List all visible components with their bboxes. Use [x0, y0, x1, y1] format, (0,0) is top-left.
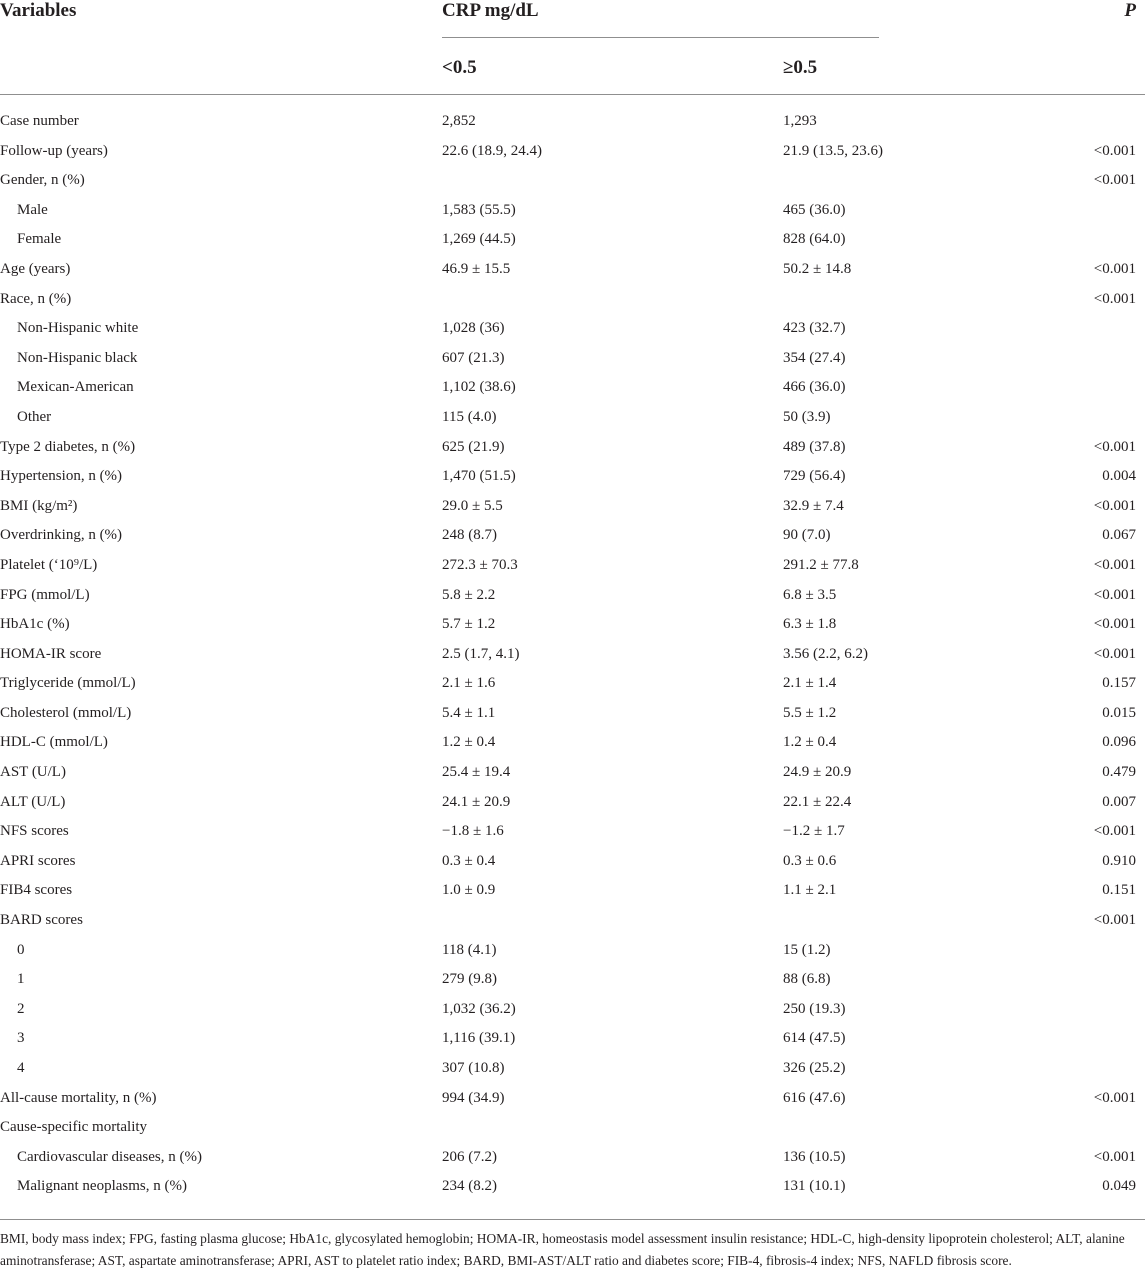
cell-crp-low: 607 (21.3): [442, 349, 505, 366]
row-label: Cardiovascular diseases, n (%): [17, 1148, 202, 1165]
cell-crp-high: 250 (19.3): [783, 1000, 846, 1017]
table-row: [0, 403, 1145, 433]
cell-crp-low: 1.2 ± 0.4: [442, 734, 496, 751]
table-row: [0, 906, 1145, 936]
cell-crp-low: 25.4 ± 19.4: [442, 764, 511, 781]
table-row: [0, 847, 1145, 877]
cell-crp-low: 1,032 (36.2): [442, 1000, 516, 1017]
cell-crp-low: 994 (34.9): [442, 1089, 505, 1106]
row-label: Malignant neoplasms, n (%): [17, 1178, 187, 1195]
cell-crp-high: 3.56 (2.2, 6.2): [783, 645, 868, 662]
cell-p-value: <0.001: [1093, 497, 1136, 514]
cell-p-value: <0.001: [1093, 1089, 1136, 1106]
table-row: [0, 640, 1145, 670]
table-row: [0, 758, 1145, 788]
row-label: BARD scores: [0, 912, 83, 929]
header-variables: Variables: [0, 0, 77, 21]
table-row: [0, 1172, 1145, 1202]
cell-crp-low: 307 (10.8): [442, 1060, 505, 1076]
table-row: [0, 433, 1145, 463]
cell-crp-high: 354 (27.4): [783, 349, 846, 366]
table-row: [0, 314, 1145, 344]
table-body: [0, 107, 1145, 1202]
header-divider: [0, 94, 1145, 95]
cell-crp-high: 0.3 ± 0.6: [783, 852, 837, 869]
header-p: P: [1124, 0, 1136, 21]
table-row: [0, 699, 1145, 729]
cell-crp-low: 46.9 ± 15.5: [442, 260, 511, 277]
row-label: BMI (kg/m²): [0, 497, 78, 514]
cell-crp-low: 272.3 ± 70.3: [442, 556, 518, 573]
cell-crp-high: 828 (64.0): [783, 231, 846, 248]
table-row: [0, 669, 1145, 699]
cell-p-value: <0.001: [1093, 616, 1136, 633]
row-label: APRI scores: [0, 852, 76, 869]
row-label: Non-Hispanic white: [17, 320, 139, 337]
cell-crp-high: 1.1 ± 2.1: [783, 882, 837, 899]
row-label: Gender, n (%): [0, 172, 85, 189]
cell-p-value: <0.001: [1093, 260, 1136, 277]
cell-crp-low: 1,102 (38.6): [442, 379, 516, 396]
cell-p-value: 0.910: [1102, 852, 1136, 869]
row-label: NFS scores: [0, 823, 69, 840]
row-label: FIB4 scores: [0, 882, 73, 899]
cell-p-value: 0.067: [1102, 527, 1136, 544]
row-label: Race, n (%): [0, 290, 72, 307]
table-row: [0, 1054, 1145, 1084]
cell-p-value: 0.479: [1102, 764, 1136, 781]
cell-crp-high: 465 (36.0): [783, 201, 846, 218]
cell-crp-high: 24.9 ± 20.9: [783, 764, 852, 781]
table-row: [0, 285, 1145, 315]
cell-crp-high: 88 (6.8): [783, 971, 831, 988]
row-label: Cholesterol (mmol/L): [0, 704, 132, 721]
cell-crp-low: 279 (9.8): [442, 971, 497, 988]
table-bottom-divider: [0, 1219, 1145, 1220]
table-row: [0, 344, 1145, 374]
cell-p-value: 0.157: [1102, 675, 1136, 692]
row-label: Cause-specific mortality: [0, 1119, 148, 1136]
cell-p-value: <0.001: [1093, 290, 1136, 307]
cell-p-value: 0.096: [1102, 734, 1136, 751]
table-row: [0, 610, 1145, 640]
cell-p-value: 0.004: [1102, 468, 1136, 485]
row-label: Male: [17, 201, 48, 218]
cell-crp-low: 1,116 (39.1): [442, 1030, 516, 1047]
cell-crp-high: 15 (1.2): [783, 941, 831, 958]
row-label: Mexican-American: [17, 379, 134, 396]
table-row: [0, 521, 1145, 551]
table-row: [0, 551, 1145, 581]
table-row: [0, 492, 1145, 522]
cell-crp-high: 131 (10.1): [783, 1178, 846, 1195]
cell-p-value: 0.007: [1102, 793, 1136, 810]
cell-crp-low: 2,852: [442, 113, 476, 129]
cell-crp-high: 291.2 ± 77.8: [783, 556, 859, 573]
cell-crp-high: 6.8 ± 3.5: [783, 586, 837, 603]
table-row: [0, 196, 1145, 226]
cell-crp-high: 616 (47.6): [783, 1089, 846, 1106]
row-label: Follow-up (years): [0, 142, 108, 159]
cell-crp-low: 24.1 ± 20.9: [442, 793, 511, 810]
row-label: Platelet (‘10⁹/L): [0, 556, 98, 573]
row-label: Non-Hispanic black: [17, 349, 138, 366]
cell-crp-high: 423 (32.7): [783, 320, 846, 337]
cell-crp-high: 32.9 ± 7.4: [783, 497, 844, 514]
cell-p-value: <0.001: [1093, 823, 1136, 840]
cell-crp-high: 1,293: [783, 113, 817, 129]
header-crp-high: ≥0.5: [783, 57, 818, 78]
row-label: AST (U/L): [0, 764, 66, 781]
row-label: Case number: [0, 113, 79, 129]
cell-crp-high: 21.9 (13.5, 23.6): [783, 142, 883, 159]
table-row: [0, 225, 1145, 255]
row-label: 3: [17, 1030, 25, 1047]
cell-crp-low: 5.4 ± 1.1: [442, 704, 496, 721]
cell-crp-high: 729 (56.4): [783, 468, 846, 485]
cell-crp-high: 326 (25.2): [783, 1060, 846, 1076]
cell-crp-high: 489 (37.8): [783, 438, 846, 455]
table-row: [0, 995, 1145, 1025]
row-label: Overdrinking, n (%): [0, 527, 123, 544]
cell-p-value: <0.001: [1093, 1148, 1136, 1165]
row-label: HDL-C (mmol/L): [0, 734, 108, 751]
cell-p-value: 0.151: [1102, 882, 1136, 899]
cell-crp-low: 115 (4.0): [442, 408, 497, 425]
row-label: Age (years): [0, 260, 71, 277]
header-crp-low: <0.5: [442, 57, 477, 78]
cell-p-value: <0.001: [1093, 645, 1136, 662]
cell-crp-low: 1,028 (36): [442, 320, 505, 337]
row-label: Female: [17, 231, 62, 248]
row-label: Other: [17, 408, 52, 425]
row-label: Triglyceride (mmol/L): [0, 675, 136, 692]
table-footnote: BMI, body mass index; FPG, fasting plasma glucose; HbA1c, glycosylated hemoglobin; HOMA-IR, homeostasis model assessment insulin resistance; HDL-C, high-density lipoprotein cholesterol; ALT, alanine aminotransferase; AST, aspartate aminotransferase; APRI, AST to platelet ratio index; BARD, BMI-AST/ALT ratio and diabetes score; FIB-4, fibrosis-4 index; NFS, NAFLD fibrosis score.: [0, 1231, 1125, 1268]
row-label: ALT (U/L): [0, 793, 66, 810]
table-row: [0, 788, 1145, 818]
cell-crp-low: 2.1 ± 1.6: [442, 675, 496, 692]
cell-crp-high: 5.5 ± 1.2: [783, 704, 837, 721]
cell-crp-low: 1,583 (55.5): [442, 201, 516, 218]
table-row: [0, 581, 1145, 611]
cell-crp-high: 22.1 ± 22.4: [783, 793, 852, 810]
cell-crp-high: 614 (47.5): [783, 1030, 846, 1047]
cell-p-value: <0.001: [1093, 172, 1136, 189]
cell-crp-low: 5.7 ± 1.2: [442, 616, 496, 633]
cell-crp-low: 1.0 ± 0.9: [442, 882, 496, 899]
cell-p-value: <0.001: [1093, 142, 1136, 159]
row-label: FPG (mmol/L): [0, 586, 90, 603]
table-row: [0, 462, 1145, 492]
table-row: [0, 817, 1145, 847]
cell-crp-low: 206 (7.2): [442, 1148, 497, 1165]
row-label: HOMA-IR score: [0, 645, 102, 662]
cell-crp-high: 136 (10.5): [783, 1148, 846, 1165]
cell-crp-low: 234 (8.2): [442, 1178, 497, 1195]
cell-crp-high: 466 (36.0): [783, 379, 846, 396]
table-row: [0, 373, 1145, 403]
cell-p-value: <0.001: [1093, 586, 1136, 603]
table-row: [0, 166, 1145, 196]
cell-crp-low: 22.6 (18.9, 24.4): [442, 142, 542, 159]
crp-group-divider: [442, 37, 879, 38]
table-row: [0, 1084, 1145, 1114]
table-row: [0, 137, 1145, 167]
cell-crp-low: −1.8 ± 1.6: [442, 823, 504, 840]
cell-crp-high: 50 (3.9): [783, 408, 831, 425]
row-label: 2: [17, 1000, 25, 1017]
table-row: [0, 936, 1145, 966]
table-row: [0, 1024, 1145, 1054]
row-label: 4: [17, 1060, 25, 1076]
table-row: [0, 107, 1145, 137]
row-label: 1: [17, 971, 25, 988]
cell-crp-high: 2.1 ± 1.4: [783, 675, 837, 692]
cell-crp-high: −1.2 ± 1.7: [783, 823, 845, 840]
cell-crp-low: 5.8 ± 2.2: [442, 586, 496, 603]
table-row: [0, 965, 1145, 995]
cell-crp-low: 29.0 ± 5.5: [442, 497, 503, 514]
row-label: Type 2 diabetes, n (%): [0, 438, 136, 455]
cell-crp-low: 118 (4.1): [442, 941, 497, 958]
header-crp: CRP mg/dL: [442, 0, 539, 21]
row-label: 0: [17, 941, 25, 958]
cell-crp-low: 2.5 (1.7, 4.1): [442, 645, 520, 662]
table-row: [0, 1113, 1145, 1143]
table-row: [0, 728, 1145, 758]
table-row: [0, 255, 1145, 285]
cell-crp-low: 0.3 ± 0.4: [442, 852, 496, 869]
cell-p-value: <0.001: [1093, 556, 1136, 573]
cell-p-value: <0.001: [1093, 438, 1136, 455]
cell-crp-low: 625 (21.9): [442, 438, 505, 455]
cell-crp-high: 90 (7.0): [783, 527, 831, 544]
cell-crp-low: 1,470 (51.5): [442, 468, 516, 485]
cell-crp-low: 248 (8.7): [442, 527, 497, 544]
cell-crp-high: 50.2 ± 14.8: [783, 260, 852, 277]
cell-p-value: 0.049: [1102, 1178, 1136, 1195]
table-row: [0, 1143, 1145, 1173]
cell-crp-high: 1.2 ± 0.4: [783, 734, 837, 751]
cell-crp-low: 1,269 (44.5): [442, 231, 516, 248]
row-label: All-cause mortality, n (%): [0, 1089, 157, 1106]
cell-p-value: <0.001: [1093, 912, 1136, 929]
row-label: Hypertension, n (%): [0, 468, 123, 485]
cell-p-value: 0.015: [1102, 704, 1136, 721]
cell-crp-high: 6.3 ± 1.8: [783, 616, 837, 633]
row-label: HbA1c (%): [0, 616, 70, 633]
table-row: [0, 876, 1145, 906]
